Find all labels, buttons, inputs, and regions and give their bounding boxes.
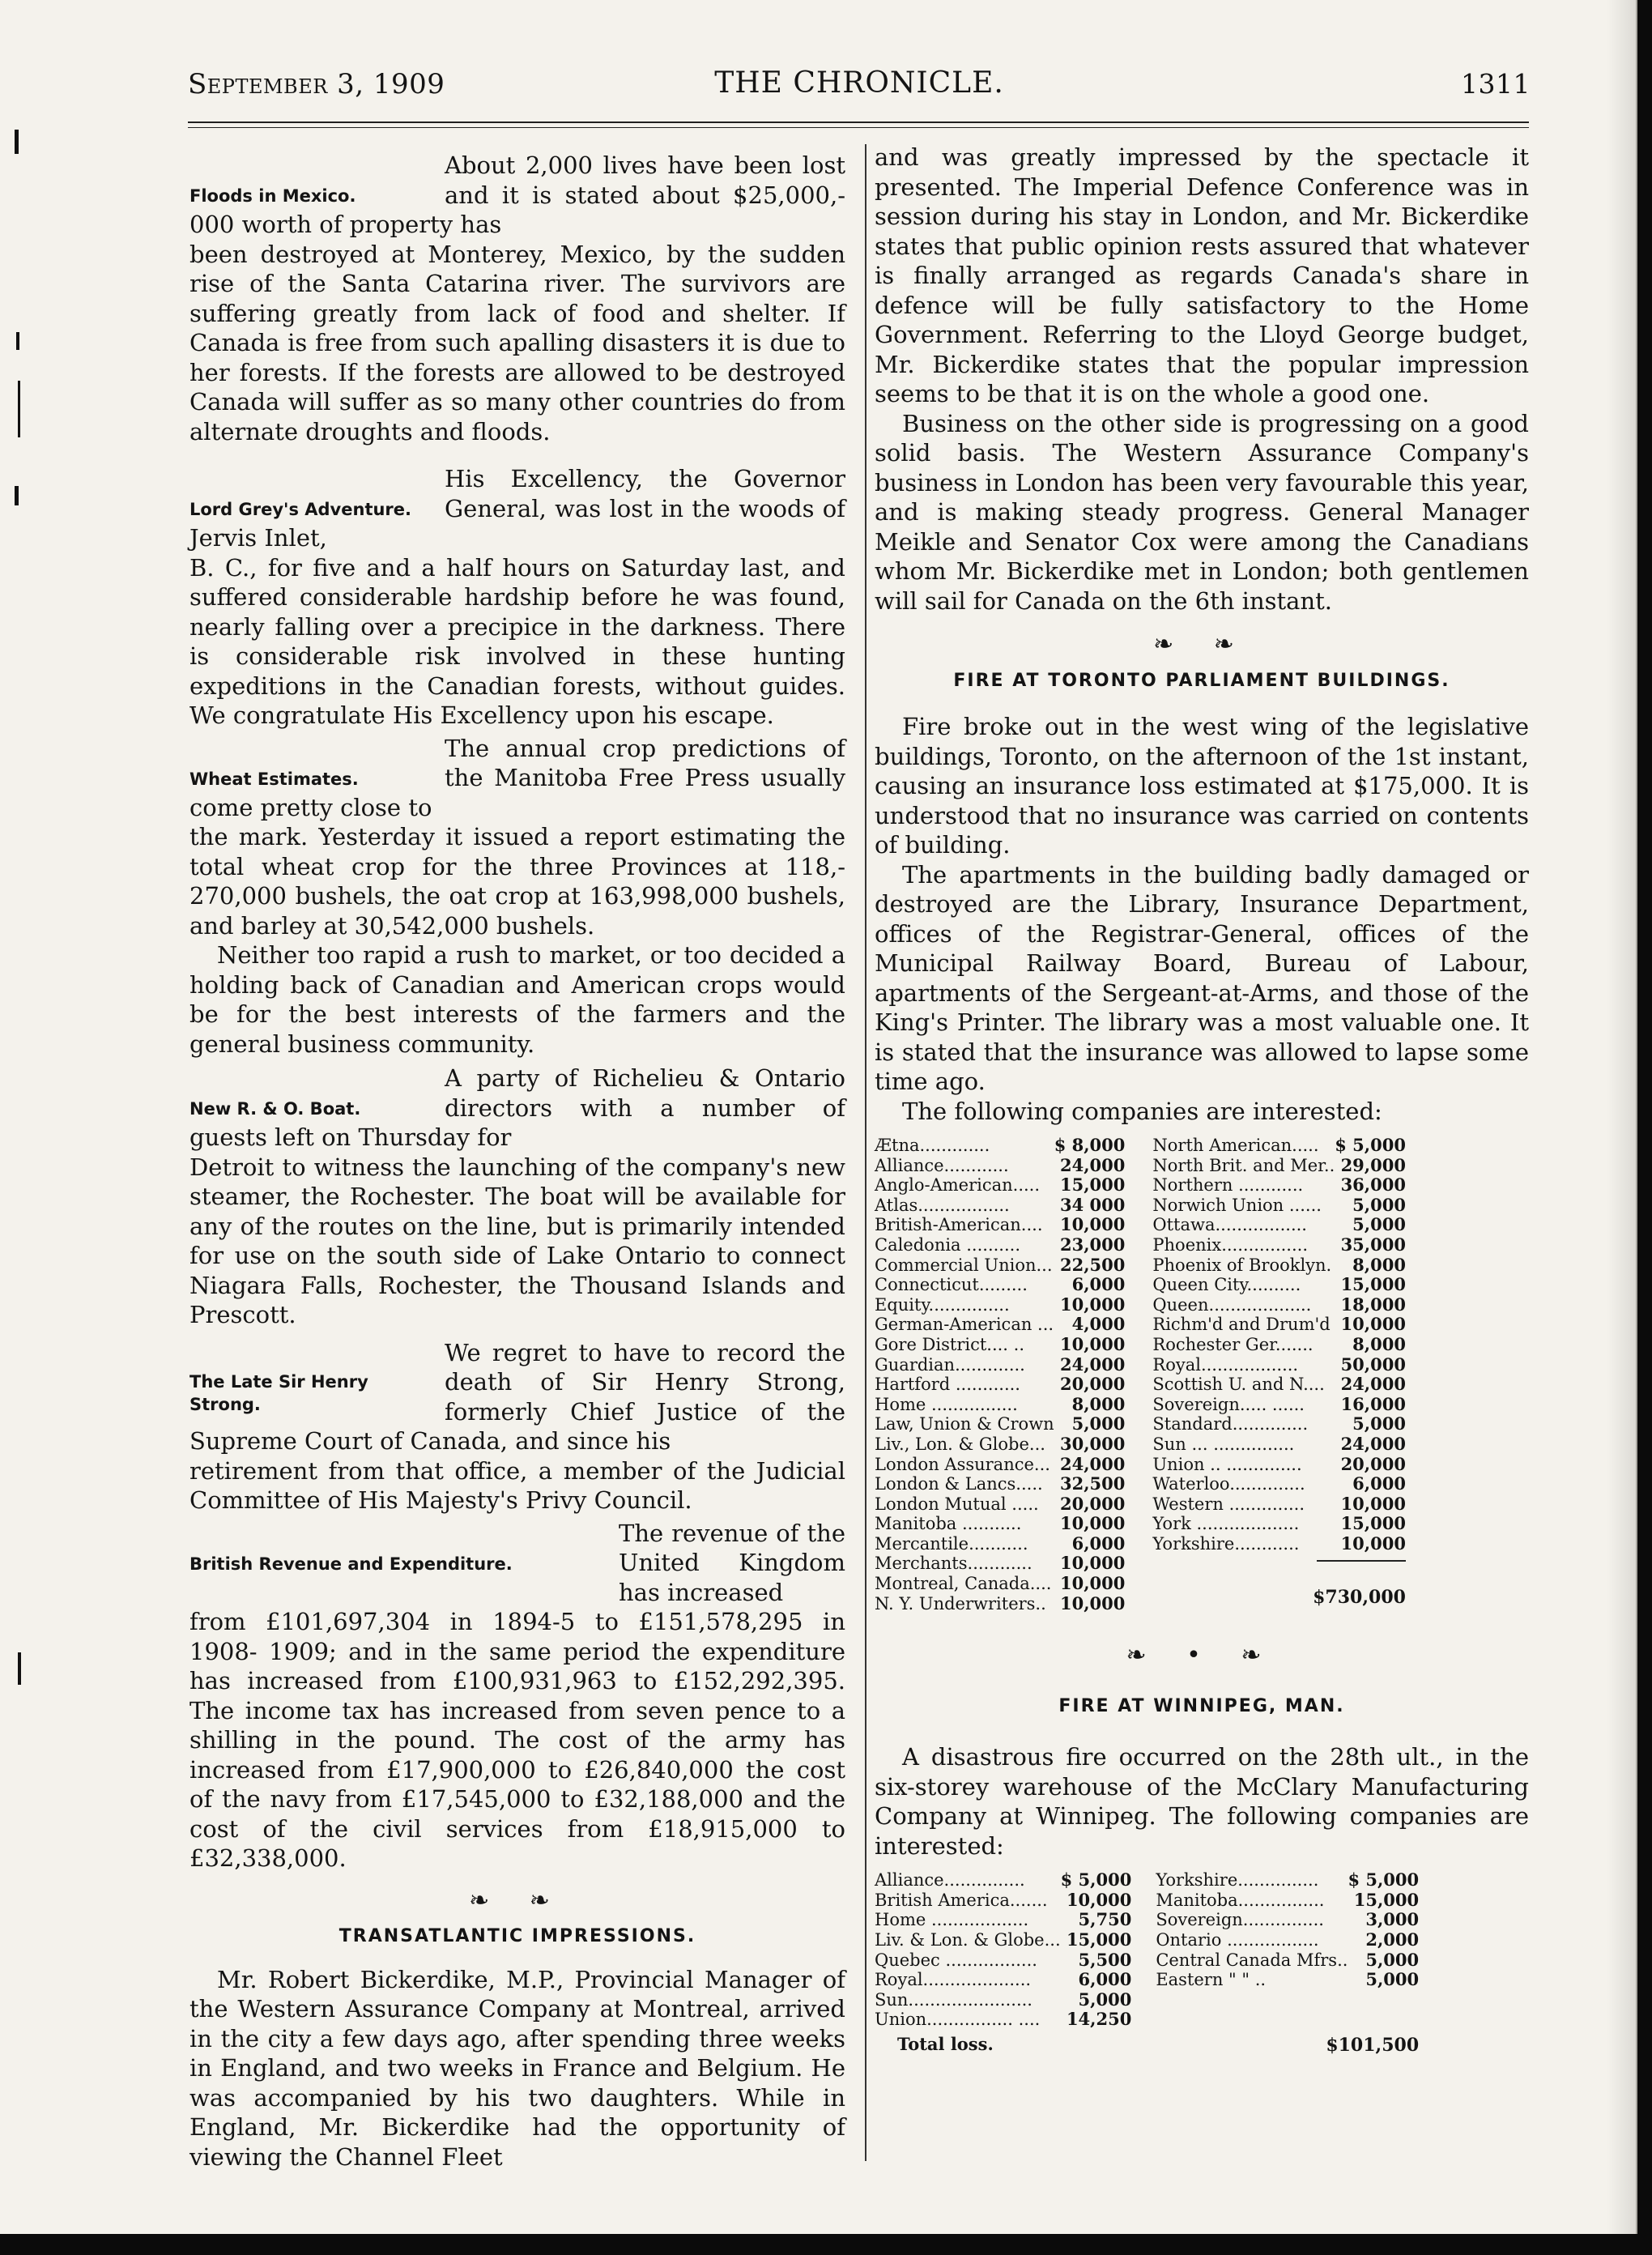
total-rule bbox=[1317, 1560, 1406, 1562]
binding-mark bbox=[16, 332, 19, 350]
ornament: ❧ • ❧ bbox=[1126, 1641, 1278, 1670]
company-name: Royal.................. bbox=[1152, 1354, 1299, 1375]
companies-table-right bbox=[1156, 1870, 1435, 1990]
right-column bbox=[875, 143, 1529, 2060]
winnipeg-companies bbox=[875, 1870, 1529, 2060]
company-amount: 20,000 bbox=[1340, 1453, 1406, 1474]
company-row bbox=[1156, 1950, 1435, 1971]
company-amount: 5,000 bbox=[1078, 1989, 1132, 2010]
company-amount: 5,750 bbox=[1078, 1909, 1132, 1930]
company-name: Ottawa................. bbox=[1152, 1215, 1307, 1235]
company-amount: 5,000 bbox=[1365, 1969, 1420, 1990]
left-column bbox=[189, 151, 845, 2172]
company-amount: 15,000 bbox=[1340, 1513, 1406, 1534]
company-row bbox=[1152, 1534, 1422, 1554]
article-wheat bbox=[189, 734, 845, 1059]
company-amount: 22,500 bbox=[1060, 1254, 1126, 1275]
company-row bbox=[1156, 1870, 1435, 1891]
company-name: Phoenix................ bbox=[1152, 1234, 1309, 1255]
article-text: Mr. Robert Bickerdike, M.P., Provincial Manager of the Western Assurance Company at Montreal, arrived in the city a few days ago, after spending three weeks in England, and two weeks in France and Belgium. He was accompanied by his two daughters. While in England, Mr. Bickerdike had the opportunity of viewing the Channel Fleet bbox=[189, 1965, 845, 2171]
section-heading: FIRE AT TORONTO PARLIAMENT BUILDINGS. bbox=[953, 670, 1450, 691]
article-lead: About 2,000 lives have been lost and it is stated about $25,000,- 000 worth of property has bbox=[189, 151, 845, 238]
company-name: Royal.................... bbox=[875, 1970, 1032, 1990]
company-row bbox=[875, 1175, 1141, 1196]
company-amount: 29,000 bbox=[1340, 1154, 1406, 1175]
company-amount: 34 000 bbox=[1060, 1194, 1126, 1215]
company-name: Anglo-American..... bbox=[875, 1175, 1041, 1196]
company-name: Eastern " " .. bbox=[1156, 1970, 1267, 1990]
side-heading: New R. & O. Boat. bbox=[189, 1099, 361, 1119]
section-heading: TRANSATLANTIC IMPRESSIONS. bbox=[338, 1926, 696, 1946]
company-amount: 10,000 bbox=[1060, 1513, 1126, 1534]
company-name: Western .............. bbox=[1152, 1494, 1305, 1514]
company-name: Ætna............. bbox=[875, 1136, 990, 1155]
company-row bbox=[875, 1534, 1141, 1554]
article-text: Detroit to witness the launching of the company's new steamer, the Rochester. The boat will be available for any of the routes on the line, but is primarily intended for use on the south side of Lake Ontario to connect Niagara Falls, Rochester, the Thousand Islands and Prescott. bbox=[189, 1153, 845, 1328]
company-amount: 4,000 bbox=[1071, 1314, 1126, 1335]
company-name: Alliance............... bbox=[875, 1870, 1025, 1891]
company-amount: 15,000 bbox=[1066, 1929, 1132, 1950]
company-name: Northern ............ bbox=[1152, 1175, 1304, 1196]
article-lead: His Excellency, the Governor General, was lost in the woods of Jervis Inlet, bbox=[189, 465, 845, 552]
company-amount: 10,000 bbox=[1060, 1573, 1126, 1594]
company-amount: 24,000 bbox=[1340, 1433, 1406, 1454]
company-name: Connecticut......... bbox=[875, 1275, 1028, 1295]
company-name: Yorkshire............... bbox=[1156, 1870, 1319, 1891]
company-row bbox=[875, 1156, 1141, 1176]
company-row bbox=[1152, 1255, 1422, 1276]
company-name: North Brit. and Mer.. bbox=[1152, 1155, 1335, 1175]
company-amount: 24,000 bbox=[1060, 1154, 1126, 1175]
company-amount: 14,250 bbox=[1066, 2009, 1132, 2030]
company-row bbox=[875, 1395, 1141, 1415]
company-amount: 15,000 bbox=[1353, 1889, 1420, 1910]
company-name: Law, Union & Crown bbox=[875, 1414, 1054, 1434]
company-name: Union .. .............. bbox=[1152, 1454, 1302, 1474]
company-name: Sun ... ............... bbox=[1152, 1434, 1295, 1454]
company-amount: 35,000 bbox=[1340, 1234, 1406, 1255]
company-name: Caledonia .......... bbox=[875, 1234, 1021, 1255]
companies-table-right bbox=[1152, 1136, 1422, 1554]
article-text: The apartments in the building badly damaged or destroyed are the Library, Insurance Department, offices of the Registrar-General, offices of the Municipal Railway Board, Bureau of Labour, apartments of the Sergeant-at-Arms, and those of the King's Printer. The library was a most valuable one. It is stated that the insurance was allowed to lapse some time ago. bbox=[875, 860, 1529, 1095]
binding-mark bbox=[18, 1652, 21, 1685]
ornament: ❧ ❧ bbox=[1153, 630, 1250, 659]
company-amount: $ 5,000 bbox=[1060, 1869, 1132, 1891]
company-amount: 20,000 bbox=[1060, 1493, 1126, 1514]
company-amount: $ 5,000 bbox=[1335, 1135, 1406, 1155]
company-amount: 24,000 bbox=[1060, 1453, 1126, 1474]
company-amount: 36,000 bbox=[1340, 1174, 1406, 1196]
company-amount: 18,000 bbox=[1340, 1294, 1406, 1315]
side-heading: Lord Grey's Adventure. bbox=[189, 500, 412, 519]
company-name: Rochester Ger....... bbox=[1152, 1334, 1314, 1354]
company-amount: 6,000 bbox=[1078, 1969, 1132, 1990]
article-text: retirement from that office, a member of the Judicial Committee of His Majesty's Privy Council. bbox=[189, 1456, 845, 1514]
company-row bbox=[875, 1950, 1147, 1971]
company-name: Queen................... bbox=[1152, 1294, 1312, 1315]
company-row bbox=[875, 1494, 1141, 1515]
ornament: ❧ ❧ bbox=[469, 1886, 566, 1915]
company-name: Mercantile........... bbox=[875, 1533, 1028, 1554]
company-amount: 2,000 bbox=[1365, 1929, 1420, 1950]
company-row bbox=[1156, 1891, 1435, 1911]
company-row bbox=[1152, 1395, 1422, 1415]
company-row bbox=[1152, 1275, 1422, 1295]
company-name: Commercial Union... bbox=[875, 1255, 1053, 1275]
company-amount: 5,000 bbox=[1071, 1413, 1126, 1434]
company-name: Yorkshire............ bbox=[1152, 1533, 1300, 1554]
company-row bbox=[875, 1970, 1147, 1990]
company-amount: 23,000 bbox=[1060, 1234, 1126, 1255]
company-name: Norwich Union ...... bbox=[1152, 1195, 1322, 1215]
company-row bbox=[875, 1434, 1141, 1455]
company-row bbox=[1152, 1434, 1422, 1455]
company-row bbox=[1156, 1970, 1435, 1990]
side-heading: Floods in Mexico. bbox=[189, 186, 356, 206]
company-amount: 5,500 bbox=[1078, 1949, 1132, 1970]
company-row bbox=[1152, 1335, 1422, 1355]
company-amount: 24,000 bbox=[1340, 1374, 1406, 1395]
company-row bbox=[875, 1255, 1141, 1276]
company-name: Alliance............ bbox=[875, 1155, 1009, 1175]
company-row bbox=[875, 1455, 1141, 1475]
article-text: the mark. Yesterday it issued a report estimating the total wheat crop for the three Provinces at 118,- 270,000 bushels, the oat crop at 163,998,000 bushels, and barley at 30,542,000 bushels. bbox=[189, 823, 845, 940]
binding-mark bbox=[15, 130, 19, 154]
article-text: B. C., for five and a half hours on Saturday last, and suffered considerable hardship before he was found, nearly falling over a precipice in the darkness. There is considerable risk involved in these hunting expeditions in the Canadian forests, without guides. We congratulate His Excellency upon his escape. bbox=[189, 553, 845, 729]
company-name: London Assurance... bbox=[875, 1454, 1050, 1474]
company-row bbox=[875, 1375, 1141, 1395]
company-name: Equity............... bbox=[875, 1294, 1010, 1315]
header-rule-top bbox=[188, 121, 1529, 123]
company-row bbox=[1152, 1494, 1422, 1515]
company-amount: 10,000 bbox=[1060, 1294, 1126, 1315]
company-name: Standard.............. bbox=[1152, 1414, 1309, 1434]
company-amount: 10,000 bbox=[1060, 1592, 1126, 1613]
company-name: Manitoba................ bbox=[1156, 1890, 1325, 1910]
company-row bbox=[1152, 1474, 1422, 1494]
company-row bbox=[1152, 1156, 1422, 1176]
company-row bbox=[1152, 1175, 1422, 1196]
company-name: Merchants............ bbox=[875, 1554, 1032, 1574]
company-name: Quebec ................. bbox=[875, 1950, 1037, 1970]
toronto-total: $730,000 bbox=[1313, 1587, 1406, 1609]
company-name: Sun....................... bbox=[875, 1989, 1032, 2010]
binding-mark bbox=[15, 486, 19, 505]
company-name: Union................ .... bbox=[875, 2010, 1041, 2030]
company-row bbox=[1152, 1295, 1422, 1315]
company-name: North American..... bbox=[1152, 1136, 1319, 1155]
article-text: been destroyed at Monterey, Mexico, by the sudden rise of the Santa Catarina river. The survivors are suffering greatly from lack of food and shelter. If Canada is free from such apalling disasters it is due to her forests. If the forests are allowed to be destroyed Canada will suffer as so many other countries do from alternate droughts and floods. bbox=[189, 240, 845, 445]
company-name: Liv. & Lon. & Globe... bbox=[875, 1930, 1061, 1950]
company-amount: $ 8,000 bbox=[1054, 1135, 1126, 1155]
toronto-companies bbox=[875, 1136, 1529, 1613]
company-name: Montreal, Canada.... bbox=[875, 1574, 1052, 1594]
company-name: Hartford ............ bbox=[875, 1375, 1020, 1395]
company-row bbox=[1152, 1375, 1422, 1395]
company-name: Gore District.... .. bbox=[875, 1334, 1025, 1354]
company-name: Liv., Lon. & Globe... bbox=[875, 1434, 1045, 1454]
company-amount: 10,000 bbox=[1340, 1493, 1406, 1514]
article-ro-boat bbox=[189, 1064, 845, 1330]
article-text: Neither too rapid a rush to market, or too decided a holding back of Canadian and American crops would be for the best interests of the farmers and the general business community. bbox=[189, 941, 845, 1058]
company-amount: $ 5,000 bbox=[1348, 1869, 1420, 1891]
company-row bbox=[875, 1574, 1141, 1594]
company-amount: 16,000 bbox=[1340, 1393, 1406, 1414]
company-amount: 10,000 bbox=[1340, 1532, 1406, 1554]
company-name: York ................... bbox=[1152, 1514, 1300, 1534]
company-name: Queen City.......... bbox=[1152, 1275, 1301, 1295]
company-row bbox=[875, 1136, 1141, 1156]
binding-mark bbox=[18, 381, 20, 437]
company-name: Home ................ bbox=[875, 1394, 1018, 1414]
company-row bbox=[1152, 1196, 1422, 1216]
company-row bbox=[1152, 1514, 1422, 1534]
side-heading: British Revenue and Expenditure. bbox=[189, 1554, 513, 1574]
company-row bbox=[875, 1594, 1141, 1614]
company-row bbox=[875, 1355, 1141, 1375]
company-amount: 50,000 bbox=[1340, 1353, 1406, 1375]
article-lord-grey bbox=[189, 464, 845, 731]
company-name: London & Lancs..... bbox=[875, 1474, 1043, 1494]
company-amount: 15,000 bbox=[1060, 1174, 1126, 1196]
company-row bbox=[875, 1315, 1141, 1335]
company-row bbox=[875, 1335, 1141, 1355]
company-amount: 8,000 bbox=[1071, 1393, 1126, 1414]
company-row bbox=[1156, 1930, 1435, 1950]
company-row bbox=[875, 1235, 1141, 1255]
company-name: Scottish U. and N.... bbox=[1152, 1375, 1325, 1395]
company-name: Home .................. bbox=[875, 1910, 1029, 1930]
company-name: British America....... bbox=[875, 1890, 1048, 1910]
article-british-revenue bbox=[189, 1519, 845, 1873]
company-name: N. Y. Underwriters.. bbox=[875, 1593, 1046, 1613]
page-number: 1311 bbox=[1461, 68, 1531, 100]
company-row bbox=[1152, 1136, 1422, 1156]
company-row bbox=[875, 1870, 1147, 1891]
publication-title: THE CHRONICLE. bbox=[714, 66, 1004, 100]
company-name: Phoenix of Brooklyn. bbox=[1152, 1255, 1332, 1275]
company-row bbox=[875, 1910, 1147, 1930]
company-row bbox=[1152, 1315, 1422, 1335]
scan-edge-shadow bbox=[1607, 0, 1637, 2234]
company-amount: 5,000 bbox=[1365, 1949, 1420, 1970]
company-row bbox=[1152, 1355, 1422, 1375]
company-row bbox=[875, 1990, 1147, 2010]
company-amount: 20,000 bbox=[1060, 1374, 1126, 1395]
company-row bbox=[875, 1196, 1141, 1216]
company-name: Waterloo.............. bbox=[1152, 1474, 1305, 1494]
article-text: A disastrous fire occurred on the 28th ult., in the six-storey warehouse of the McClary Manufacturing Company at Winnipeg. The following companies are interested: bbox=[875, 1743, 1529, 1860]
company-row bbox=[1152, 1414, 1422, 1434]
company-amount: 15,000 bbox=[1340, 1274, 1406, 1295]
company-name: Sovereign............... bbox=[1156, 1910, 1324, 1930]
company-amount: 6,000 bbox=[1071, 1532, 1126, 1554]
company-amount: 30,000 bbox=[1060, 1433, 1126, 1454]
company-row bbox=[875, 1891, 1147, 1911]
company-amount: 6,000 bbox=[1352, 1473, 1406, 1494]
company-name: Central Canada Mfrs.. bbox=[1156, 1950, 1348, 1970]
company-row bbox=[875, 1930, 1147, 1950]
company-row bbox=[875, 1474, 1141, 1494]
company-row bbox=[875, 1295, 1141, 1315]
company-amount: 8,000 bbox=[1352, 1254, 1406, 1275]
article-floods bbox=[189, 151, 845, 446]
company-amount: 10,000 bbox=[1066, 1889, 1132, 1910]
company-amount: 5,000 bbox=[1352, 1194, 1406, 1215]
company-row bbox=[875, 1275, 1141, 1295]
company-amount: 10,000 bbox=[1340, 1314, 1406, 1335]
article-henry-strong bbox=[189, 1338, 845, 1515]
company-row bbox=[1152, 1455, 1422, 1475]
company-name: Guardian............. bbox=[875, 1354, 1025, 1375]
company-name: British-American.... bbox=[875, 1215, 1043, 1235]
column-divider bbox=[865, 144, 866, 2161]
company-row bbox=[1156, 1910, 1435, 1930]
article-lead: A party of Richelieu & Ontario directors with a number of guests left on Thursday for bbox=[189, 1064, 845, 1151]
company-amount: 5,000 bbox=[1352, 1214, 1406, 1235]
company-amount: 3,000 bbox=[1365, 1909, 1420, 1930]
side-heading: Wheat Estimates. bbox=[189, 769, 359, 789]
total-loss-label: Total loss. bbox=[897, 2034, 994, 2054]
company-row bbox=[1152, 1215, 1422, 1235]
company-amount: 24,000 bbox=[1060, 1353, 1126, 1375]
company-row bbox=[875, 1514, 1141, 1534]
header-rule-bottom bbox=[188, 127, 1529, 128]
company-row bbox=[875, 1215, 1141, 1235]
company-name: London Mutual ..... bbox=[875, 1494, 1039, 1514]
article-text: Fire broke out in the west wing of the legislative buildings, Toronto, on the afternoon of the 1st instant, causing an insurance loss estimated at $175,000. It is understood that no insurance was carried on contents of building. bbox=[875, 713, 1529, 859]
winnipeg-total: $101,500 bbox=[1326, 2034, 1420, 2056]
side-heading: The Late Sir Henry Strong. bbox=[189, 1371, 368, 1414]
page-header bbox=[188, 63, 1531, 104]
company-name: Manitoba ........... bbox=[875, 1514, 1022, 1534]
company-amount: 10,000 bbox=[1060, 1553, 1126, 1574]
article-text: and was greatly impressed by the spectacle it presented. The Imperial Defence Conference was in session during his stay in London, and Mr. Bickerdike states that public opinion rests assured that whatever is finally arranged as regards Canada's share in defence will be fully satisfactory to the Home Government. Referring to the Lloyd George budget, Mr. Bickerdike states that the popular impression seems to be that it is on the whole a good one. bbox=[875, 143, 1529, 407]
company-name: Sovereign..... ...... bbox=[1152, 1394, 1305, 1414]
company-amount: 6,000 bbox=[1071, 1274, 1126, 1295]
article-text: Business on the other side is progressing on a good solid basis. The Western Assurance Company's business in London has been very favourable this year, and is making steady progress. General Manager Meikle and Senator Cox were among the Canadians whom Mr. Bickerdike met in London; both gentlemen will sail for Canada on the 6th instant. bbox=[875, 409, 1529, 615]
company-row bbox=[875, 2010, 1147, 2030]
company-amount: 32,500 bbox=[1060, 1473, 1126, 1494]
issue-date: September 3, 1909 bbox=[188, 68, 445, 100]
company-name: Ontario ................. bbox=[1156, 1930, 1319, 1950]
company-amount: 5,000 bbox=[1352, 1413, 1406, 1434]
article-lead: The annual crop predictions of the Manitoba Free Press usually come pretty close to bbox=[189, 734, 845, 821]
company-name: Richm'd and Drum'd bbox=[1152, 1315, 1331, 1335]
company-row bbox=[1152, 1235, 1422, 1255]
company-name: German-American ... bbox=[875, 1315, 1054, 1335]
article-text: from £101,697,304 in 1894-5 to £151,578,295 in 1908- 1909; and in the same period the expenditure has increased from £100,931,963 to £152,292,395. The income tax has increased from seven pence to a shilling in the pound. The cost of the army has increased from £17,900,000 to £26,840,000 the cost of the navy from £17,545,000 to £32,188,000 and the cost of the civil services from £18,915,000 to £32,338,000. bbox=[189, 1608, 845, 1872]
company-row bbox=[875, 1554, 1141, 1574]
company-amount: 10,000 bbox=[1060, 1333, 1126, 1354]
company-name: Atlas................. bbox=[875, 1195, 1010, 1215]
company-row bbox=[875, 1414, 1141, 1434]
section-heading: FIRE AT WINNIPEG, MAN. bbox=[1058, 1695, 1345, 1716]
article-lead: The revenue of the United Kingdom has increased bbox=[619, 1519, 845, 1606]
companies-table-left bbox=[875, 1136, 1141, 1613]
article-lead: We regret to have to record the death of Sir Henry Strong, formerly Chief Justice of the Supreme Court of Canada, and since his bbox=[189, 1338, 845, 1455]
company-amount: 10,000 bbox=[1060, 1214, 1126, 1235]
company-amount: 8,000 bbox=[1352, 1333, 1406, 1354]
companies-table-left bbox=[875, 1870, 1147, 2030]
article-text: The following companies are interested: bbox=[902, 1097, 1382, 1125]
